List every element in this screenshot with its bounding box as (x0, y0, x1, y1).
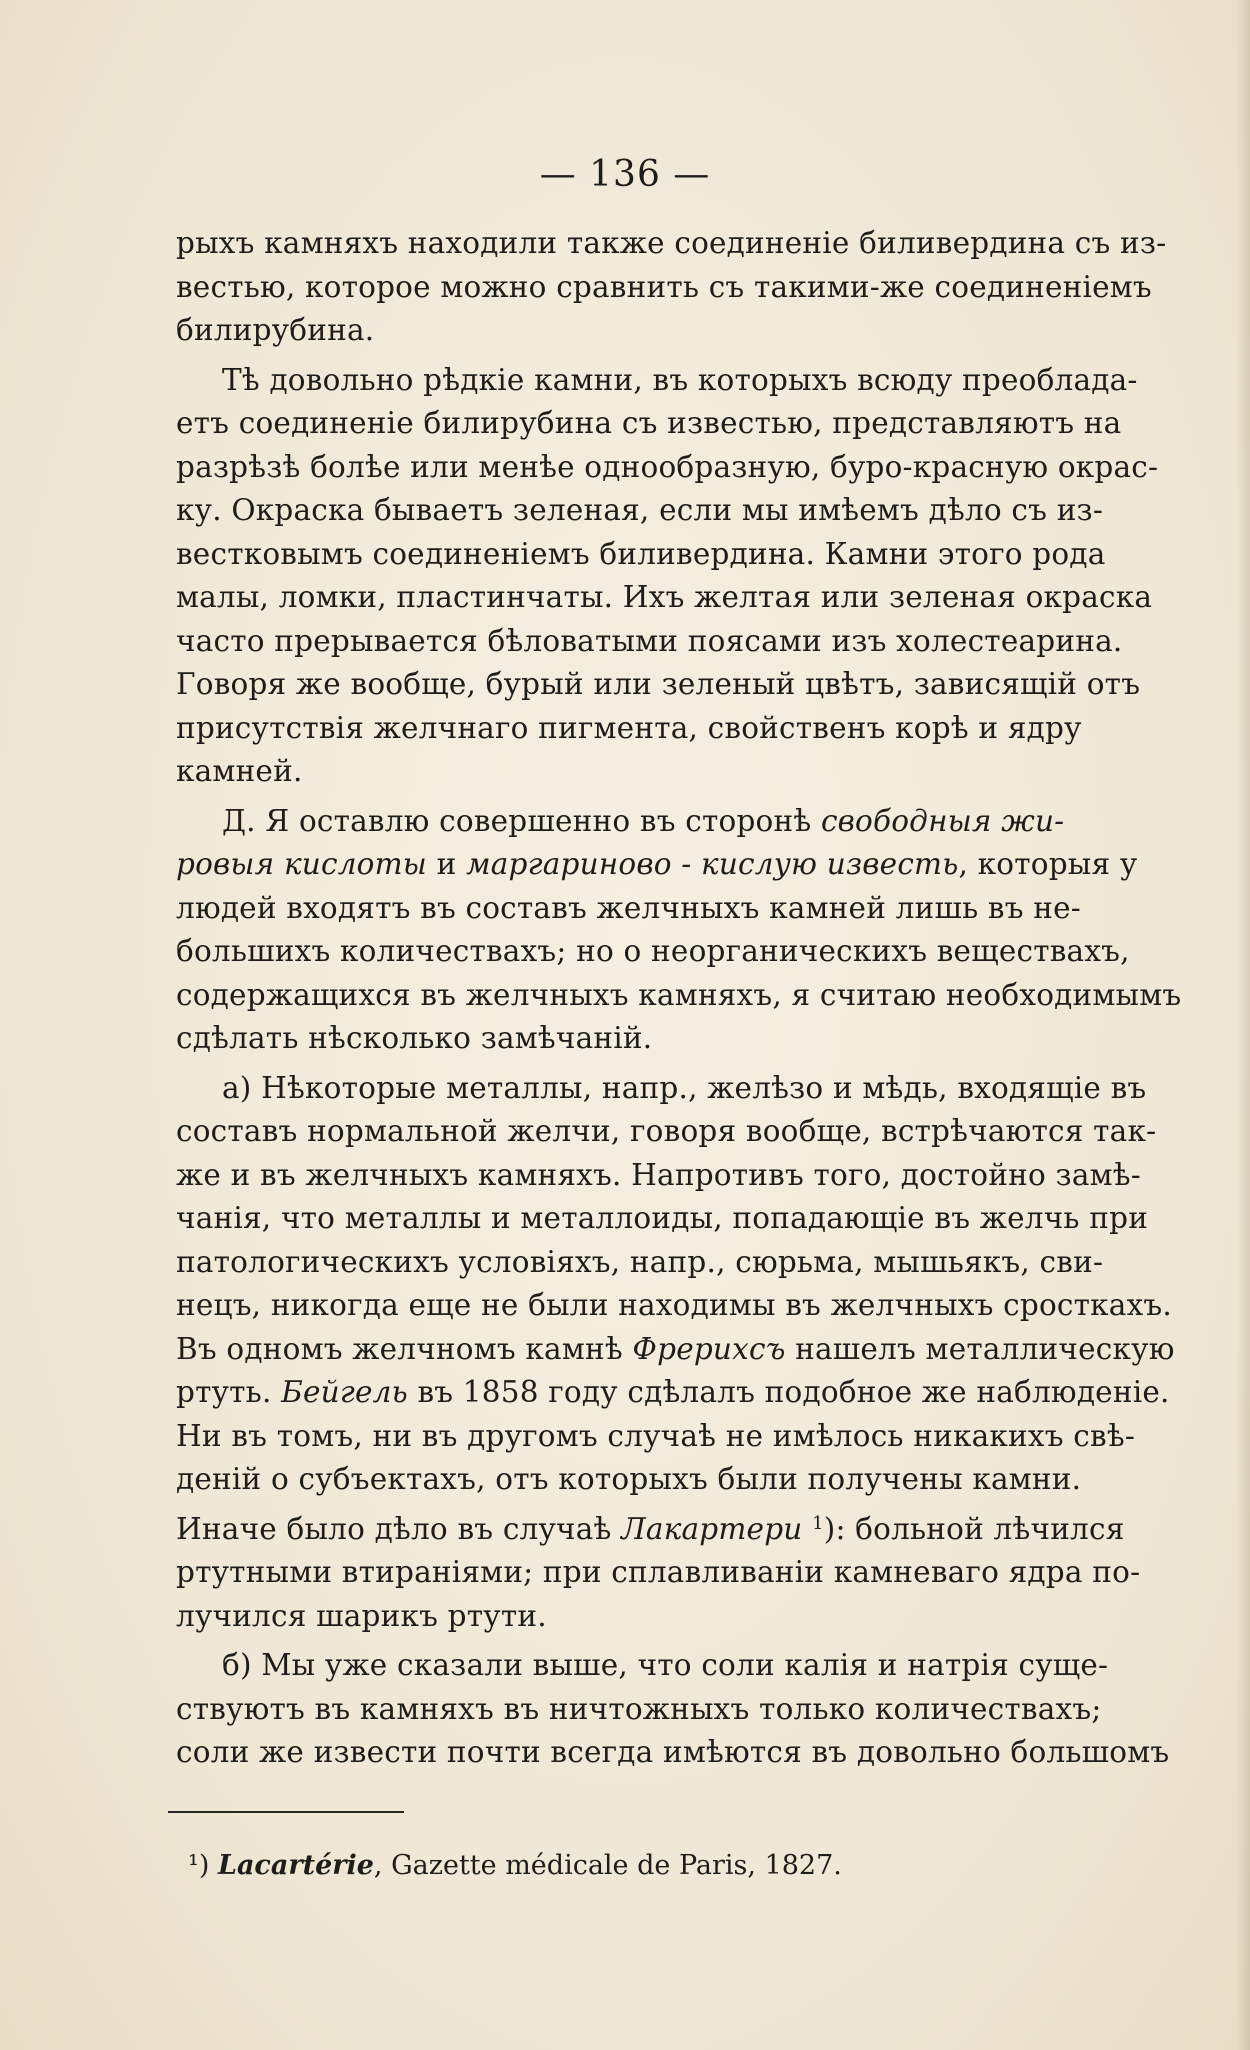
text-run: ртуть. (176, 1375, 272, 1409)
footnote-citation: , Gazette médicale de Paris, 1827. (373, 1850, 842, 1881)
text-line: а) Нѣкоторые металлы, напр., желѣзо и мѣдь, входящіе въ (222, 1070, 1147, 1105)
text-line: Говоря же вообще, бурый или зеленый цвѣтъ, зависящій отъ (176, 667, 1141, 701)
text-run: и (436, 847, 457, 881)
italic-term: Лакартери (621, 1511, 803, 1546)
page-edge-shadow (1236, 0, 1250, 2050)
italic-term: Бейгель (281, 1375, 408, 1409)
text-run: , которыя у (958, 847, 1138, 881)
text-line: деній о субъектахъ, отъ которыхъ были получены камни. (176, 1462, 1082, 1496)
text-line: б) Мы уже сказали выше, что соли калія и натрія суще- (222, 1648, 1109, 1682)
text-line: вестью, которое можно сравнить съ такими-же соединеніемъ (176, 269, 1152, 304)
body-text (176, 222, 1182, 1775)
italic-term: Фрерихсъ (632, 1331, 786, 1366)
text-line: рыхъ камняхъ находили также соединеніе биливердина съ из- (176, 226, 1167, 260)
text-line: ствуютъ въ камняхъ въ ничтожныхъ только количествахъ; (176, 1691, 1102, 1726)
text-line: людей входятъ въ составъ желчныхъ камней лишь въ не- (176, 890, 1081, 925)
text-line (176, 800, 1151, 844)
page-number: — 136 — (539, 154, 711, 195)
text-line: соли же извести почти всегда имѣются въ довольно большомъ (176, 1735, 1170, 1769)
text-line: же и въ желчныхъ камняхъ. Напротивъ того, достойно замѣ- (176, 1157, 1141, 1192)
footnote (188, 1850, 842, 1881)
text-line: составъ нормальной желчи, говоря вообще, встрѣчаются так- (176, 1114, 1157, 1148)
text-line: разрѣзѣ болѣе или менѣе однообразную, буро-красную окрас- (176, 449, 1159, 484)
text-run: Въ одномъ желчномъ камнѣ (176, 1331, 623, 1366)
text-run: Д. Я оставлю совершенно въ сторонѣ (222, 803, 812, 838)
text-line: патологическихъ условіяхъ, напр., сюрьма, мышьякъ, сви- (176, 1244, 1104, 1279)
text-line: камней. (176, 754, 303, 788)
text-line: большихъ количествахъ; но о неорганическихъ веществахъ, (176, 934, 1130, 968)
text-line: часто прерывается бѣловатыми поясами изъ холестеарина. (176, 623, 1123, 658)
text-line (176, 843, 1151, 887)
text-line: билирубина. (176, 313, 375, 347)
italic-term: ровыя кислоты (176, 847, 428, 881)
text-line: присутствія желчнаго пигмента, свойственъ корѣ и ядру (176, 710, 1082, 745)
italic-term: маргариново - кислую известь (466, 847, 959, 881)
text-line (176, 1371, 1170, 1415)
text-line: Тѣ довольно рѣдкіе камни, въ которыхъ всюду преоблада- (222, 362, 1138, 397)
text-line: нецъ, никогда еще не были находимы въ желчныхъ сросткахъ. (176, 1288, 1172, 1322)
footnote-author: Lacartérie (217, 1850, 374, 1881)
text-line (176, 1328, 1175, 1372)
text-line: ку. Окраска бываетъ зеленая, если мы имѣемъ дѣло съ из- (176, 493, 1104, 527)
text-line (176, 1502, 1151, 1552)
footnote-marker: ¹) (188, 1850, 210, 1881)
italic-term: свободныя жи- (820, 803, 1065, 838)
text-run: ): больной лѣчился (823, 1511, 1125, 1546)
text-line: Ни въ томъ, ни въ другомъ случаѣ не имѣлось никакихъ свѣ- (176, 1418, 1135, 1453)
text-line: малы, ломки, пластинчаты. Ихъ желтая или зеленая окраска (176, 580, 1153, 614)
footnote-divider (168, 1811, 404, 1813)
text-line: сдѣлать нѣсколько замѣчаній. (176, 1021, 653, 1055)
text-run: нашелъ металлическую (795, 1331, 1175, 1366)
text-line: ртутными втираніями; при сплавливаніи камневаго ядра по- (176, 1555, 1141, 1589)
text-run: Иначе было дѣло въ случаѣ (176, 1511, 612, 1546)
text-run: въ 1858 году сдѣлалъ подобное же наблюденіе. (417, 1375, 1170, 1409)
text-line: содержащихся въ желчныхъ камняхъ, я считаю необходимымъ (176, 977, 1182, 1012)
text-line: вестковымъ соединеніемъ биливердина. Камни этого рода (176, 536, 1106, 571)
text-line: чанія, что металлы и металлоиды, попадающіе въ желчь при (176, 1201, 1149, 1235)
footnote-ref[interactable]: 1 (812, 1512, 824, 1534)
text-line: лучился шарикъ ртути. (176, 1598, 547, 1633)
text-line: етъ соединеніе билирубина съ известью, представляютъ на (176, 406, 1122, 440)
